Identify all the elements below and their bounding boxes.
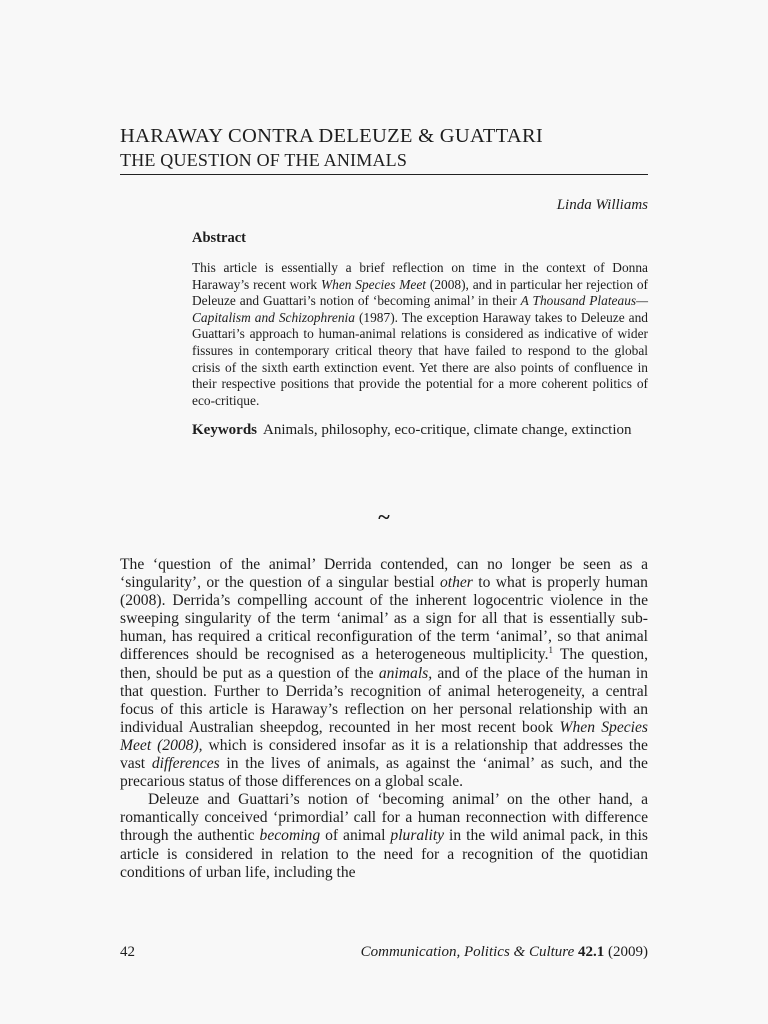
- title-rule: [120, 174, 648, 175]
- author-name: Linda Williams: [556, 197, 648, 213]
- abstract-text: This article is essentially a brief reflection on time in the context of Donna Haraway’s recent work When Species Meet (2008), and in particular her rejection of Deleuze and Guattari’s notion of ‘becoming animal’ in their A Thousand Plateaus—Capitalism and Schizophrenia (1987). The exception Haraway takes to Deleuze and Guattari’s approach to human-animal relations is considered as indicative of wider fissures in contemporary critical theory that have failed to respond to the global crisis of the sixth earth extinction event. Yet there are also points of confluence in their respective positions that provide the potential for a more coherent politics of eco-critique.: [192, 260, 649, 408]
- article-title: [120, 124, 648, 171]
- keywords-text: Animals, philosophy, eco-critique, climate change, extinction: [263, 422, 632, 439]
- body-text: [120, 556, 648, 882]
- keywords: [192, 421, 648, 440]
- journal-year: (2009): [608, 944, 648, 960]
- title-line-1: HARAWAY CONTRA DELEUZE & GUATTARI: [120, 125, 544, 147]
- keywords-label: Keywords: [192, 422, 257, 439]
- journal-citation: [361, 944, 648, 961]
- footnote-marker[interactable]: 1: [548, 645, 553, 656]
- body-paragraph-2: Deleuze and Guattari’s notion of ‘becoming animal’ on the other hand, a romantically conceived ‘primordial’ call for a human reconnection with difference through the authentic becoming of animal plurality in the wild animal pack, in this article is considered in relation to the need for a recognition of the quotidian conditions of urban life, including the: [120, 791, 648, 881]
- page-number: 42: [120, 944, 135, 960]
- section-separator: ~: [378, 504, 390, 529]
- title-line-2: THE QUESTION OF THE ANIMALS: [120, 150, 408, 170]
- abstract-section: [192, 230, 648, 440]
- body-paragraph-1: The ‘question of the animal’ Derrida contended, can no longer be seen as a ‘singularity’, or the question of a singular bestial other to what is properly human (2008). Derrida’s compelling account of the inherent logocentric violence in the sweeping singularity of the term ‘animal’ as a sign for all that is essentially sub-human, has required a critical reconfiguration of the term ‘animal’, so that animal differences should be recognised as a heterogeneous multiplicity.$^1$ The question, then, should be put as a question of the animals, and of the place of the human in that question. Further to Derrida’s recognition of animal heterogeneity, a central focus of this article is Haraway’s reflection on her personal relationship with an individual Australian sheepdog, recounted in her most recent book When Species Meet (2008), which is considered insofar as it is a relationship that addresses the vast differences in the lives of animals, as against the ‘animal’ as such, and the precarious status of those differences on a global scale.: [120, 556, 649, 791]
- journal-name: Communication, Politics & Culture: [360, 944, 575, 960]
- journal-volume: 42.1: [578, 944, 605, 960]
- abstract-heading: Abstract: [192, 230, 246, 246]
